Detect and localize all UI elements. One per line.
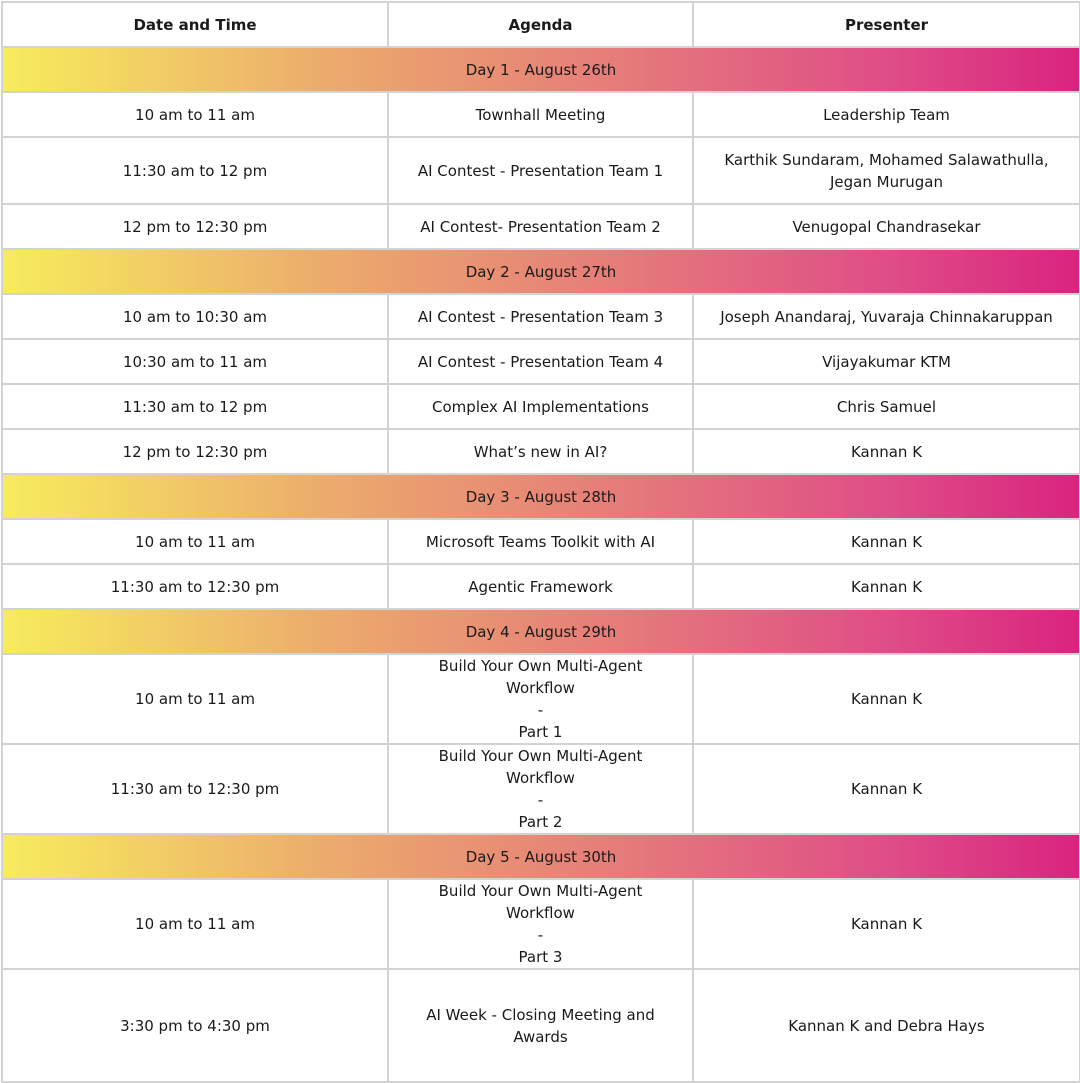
agenda-line: - [537,701,544,719]
session-presenter: Kannan K [693,744,1080,834]
session-time: 10 am to 11 am [2,654,388,744]
session-presenter: Kannan K [693,429,1080,474]
day-label: Day 2 - August 27th [2,249,1080,294]
day-banner-3 [2,474,1080,519]
table-row [2,879,1080,969]
agenda-line: Build Your Own Multi-Agent Workflow [438,747,643,787]
agenda-line: Build Your Own Multi-Agent Workflow [438,882,643,922]
session-presenter: Leadership Team [693,92,1080,137]
session-time: 10:30 am to 11 am [2,339,388,384]
table-row [2,92,1080,137]
session-presenter: Joseph Anandaraj, Yuvaraja Chinnakaruppan [693,294,1080,339]
day-banner-5 [2,834,1080,879]
table-row [2,339,1080,384]
session-agenda: What’s new in AI? [388,429,693,474]
session-agenda: AI Contest- Presentation Team 2 [388,204,693,249]
table-row [2,294,1080,339]
agenda-line: Part 1 [518,723,563,741]
session-agenda: AI Contest - Presentation Team 4 [388,339,693,384]
agenda-line: Part 2 [518,813,563,831]
table-row [2,384,1080,429]
day-label: Day 5 - August 30th [2,834,1080,879]
table-row [2,564,1080,609]
day-banner-2 [2,249,1080,294]
session-time: 10 am to 11 am [2,519,388,564]
header-date-time: Date and Time [2,2,388,47]
table-row [2,429,1080,474]
session-presenter: Vijayakumar KTM [693,339,1080,384]
table-row [2,654,1080,744]
table-row [2,204,1080,249]
session-presenter: Kannan K [693,519,1080,564]
session-presenter: Kannan K [693,654,1080,744]
header-row [2,2,1080,47]
table-row [2,969,1080,1082]
session-agenda: Agentic Framework [388,564,693,609]
session-agenda [388,879,693,969]
day-label: Day 3 - August 28th [2,474,1080,519]
agenda-line: - [537,791,544,809]
session-time: 11:30 am to 12:30 pm [2,564,388,609]
session-presenter: Chris Samuel [693,384,1080,429]
session-agenda: AI Week - Closing Meeting and Awards [388,969,693,1082]
table-row [2,519,1080,564]
session-time: 10 am to 10:30 am [2,294,388,339]
session-agenda: AI Contest - Presentation Team 3 [388,294,693,339]
session-time: 3:30 pm to 4:30 pm [2,969,388,1082]
agenda-line: Part 3 [518,948,563,966]
session-presenter: Venugopal Chandrasekar [693,204,1080,249]
agenda-line: Build Your Own Multi-Agent Workflow [438,657,643,697]
day-label: Day 1 - August 26th [2,47,1080,92]
day-label: Day 4 - August 29th [2,609,1080,654]
session-time: 10 am to 11 am [2,879,388,969]
header-presenter: Presenter [693,2,1080,47]
session-presenter: Kannan K [693,564,1080,609]
session-time: 12 pm to 12:30 pm [2,204,388,249]
session-presenter: Kannan K [693,879,1080,969]
session-agenda: Complex AI Implementations [388,384,693,429]
table-row [2,744,1080,834]
session-presenter: Karthik Sundaram, Mohamed Salawathulla, Jegan Murugan [693,137,1080,204]
session-agenda: Townhall Meeting [388,92,693,137]
session-time: 11:30 am to 12 pm [2,384,388,429]
session-agenda: Microsoft Teams Toolkit with AI [388,519,693,564]
day-banner-4 [2,609,1080,654]
session-agenda: AI Contest - Presentation Team 1 [388,137,693,204]
agenda-table [1,1,1080,1083]
session-time: 11:30 am to 12 pm [2,137,388,204]
session-time: 11:30 am to 12:30 pm [2,744,388,834]
header-agenda: Agenda [388,2,693,47]
session-presenter: Kannan K and Debra Hays [693,969,1080,1082]
day-banner-1 [2,47,1080,92]
session-time: 12 pm to 12:30 pm [2,429,388,474]
session-time: 10 am to 11 am [2,92,388,137]
session-agenda [388,654,693,744]
session-agenda [388,744,693,834]
agenda-line: - [537,926,544,944]
table-row [2,137,1080,204]
